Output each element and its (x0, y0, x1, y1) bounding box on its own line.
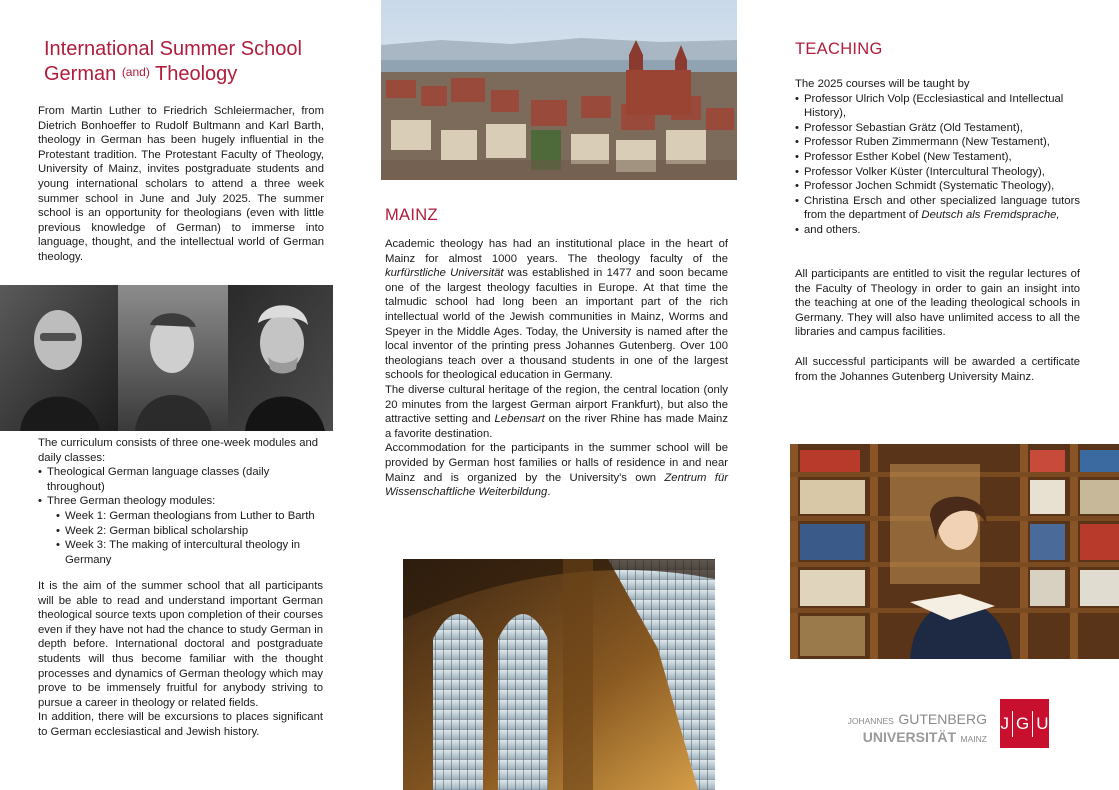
library-photo (790, 444, 1119, 659)
teacher-list (795, 92, 1080, 238)
teacher-item: • Professor Ulrich Volp (Ecclesiastical and Intellectual History), (795, 92, 1080, 121)
university-logo-text: JOHANNES GUTENBERG UNIVERSITÄT MAINZ (847, 711, 987, 745)
aim-section (38, 579, 323, 740)
title-line-2: German $^{(and)}$ Theology (44, 63, 238, 85)
curriculum-item: • Theological German language classes (daily throughout) (38, 465, 323, 494)
teacher-item: • Christina Ersch and other specialized language tutors from the department of Deutsch als Fremdsprache, (795, 194, 1080, 223)
curriculum-list (38, 465, 323, 567)
teacher-item: • Professor Jochen Schmidt (Systematic Theology), (795, 179, 1080, 194)
teacher-item: • Professor Sebastian Grätz (Old Testament), (795, 121, 1080, 136)
teaching-intro: The 2025 courses will be taught by (795, 78, 970, 90)
teacher-item: • Professor Ruben Zimmermann (New Testament), (795, 135, 1080, 150)
teacher-item: • Professor Esther Kobel (New Testament), (795, 150, 1080, 165)
church-windows-photo (403, 559, 715, 790)
curriculum-item: • Three German theology modules: • Week 1: German theologians from Luther to Barth • Week 2: German biblical scholarship • Week 3: The making of intercultural theology in Germany (38, 494, 323, 567)
teacher-item: • Professor Volker Küster (Intercultural Theology), (795, 165, 1080, 180)
teacher-item: • and others. (795, 223, 1080, 238)
jgu-logo-mark: J G U (1000, 699, 1049, 748)
theologians-portraits (0, 285, 333, 431)
week-item: • Week 3: The making of intercultural theology in Germany (56, 538, 323, 567)
excursions-paragraph: In addition, there will be excursions to places significant to German ecclesiastical and Jewish history. (38, 711, 323, 738)
mainz-paragraph-3: Accommodation for the participants in the summer school will be provided by German host families or halls of residence in and near Mainz and is organized by the University's own Zentrum für Wissenschaftliche Weiterbildung. (385, 442, 728, 499)
title-line-1: International Summer School (44, 38, 302, 60)
intro-paragraph: From Martin Luther to Friedrich Schleiermacher, from Dietrich Bonhoeffer to Rudolf Bultmann and Karl Barth, theology in German has been hugely influential in the Protestant tradition. The Protestant Faculty of Theology, University of Mainz, invites postgraduate students and young international scholars to attend a three week summer school in June and July 2025. The summer school is an opportunity for theologians (even with little previous knowledge of German) to immerse into language, thought, and the intellectual world of German theology. (38, 105, 324, 263)
curriculum-section (38, 436, 323, 567)
aim-paragraph: It is the aim of the summer school that all participants will be able to read and understand important German theological source texts upon completion of their courses even if they have not had the chance to study German in depth before. International doctoral and postgraduate students will thus become familiar with the thought processes and dynamics of German theology which may prove to be immensely fruitful for anybody striving to pursue a career in theology or related fields. (38, 580, 323, 709)
teaching-section (795, 77, 1080, 238)
week-item: • Week 1: German theologians from Luther to Barth (56, 509, 323, 524)
teaching-heading: TEACHING (795, 40, 883, 58)
certificate-paragraph: All successful participants will be awarded a certificate from the Johannes Gutenberg University Mainz. (795, 356, 1080, 383)
mainz-section (385, 237, 728, 500)
week-list (47, 509, 323, 567)
week-item: • Week 2: German biblical scholarship (56, 524, 323, 539)
lectures-paragraph: All participants are entitled to visit the regular lectures of the Faculty of Theology in order to gain an insight into the teaching at one of the leading theological schools in Germany. They will also have unlimited access to all the libraries and campus facilities. (795, 268, 1080, 339)
mainz-paragraph-2: The diverse cultural heritage of the region, the central location (only 20 minutes from the largest German airport Frankfurt), but also the attractive setting and Lebensart on the river Rhine has made Mainz a favorite destination. (385, 383, 728, 440)
mainz-cityscape-photo (381, 0, 737, 180)
mainz-paragraph-1: Academic theology has had an institutional place in the heart of Mainz for almost 1000 years. The theology faculty of the kurfürstliche Universität was established in 1477 and soon became one of the largest theology faculties in Europe. At that time the talmudic school had long been an important part of the rich intellectual world of the Jewish communities in Mainz, Worms and Speyer in the Middle Ages. Today, the University is named after the local inventor of the printing press Johannes Gutenberg. Over 100 theologians teach over a thousand students in one of the largest schools for theological education in Germany. (385, 238, 728, 382)
page-title (44, 37, 344, 87)
mainz-heading: MAINZ (385, 206, 438, 224)
curriculum-intro: The curriculum consists of three one-week modules and daily classes: (38, 437, 319, 464)
